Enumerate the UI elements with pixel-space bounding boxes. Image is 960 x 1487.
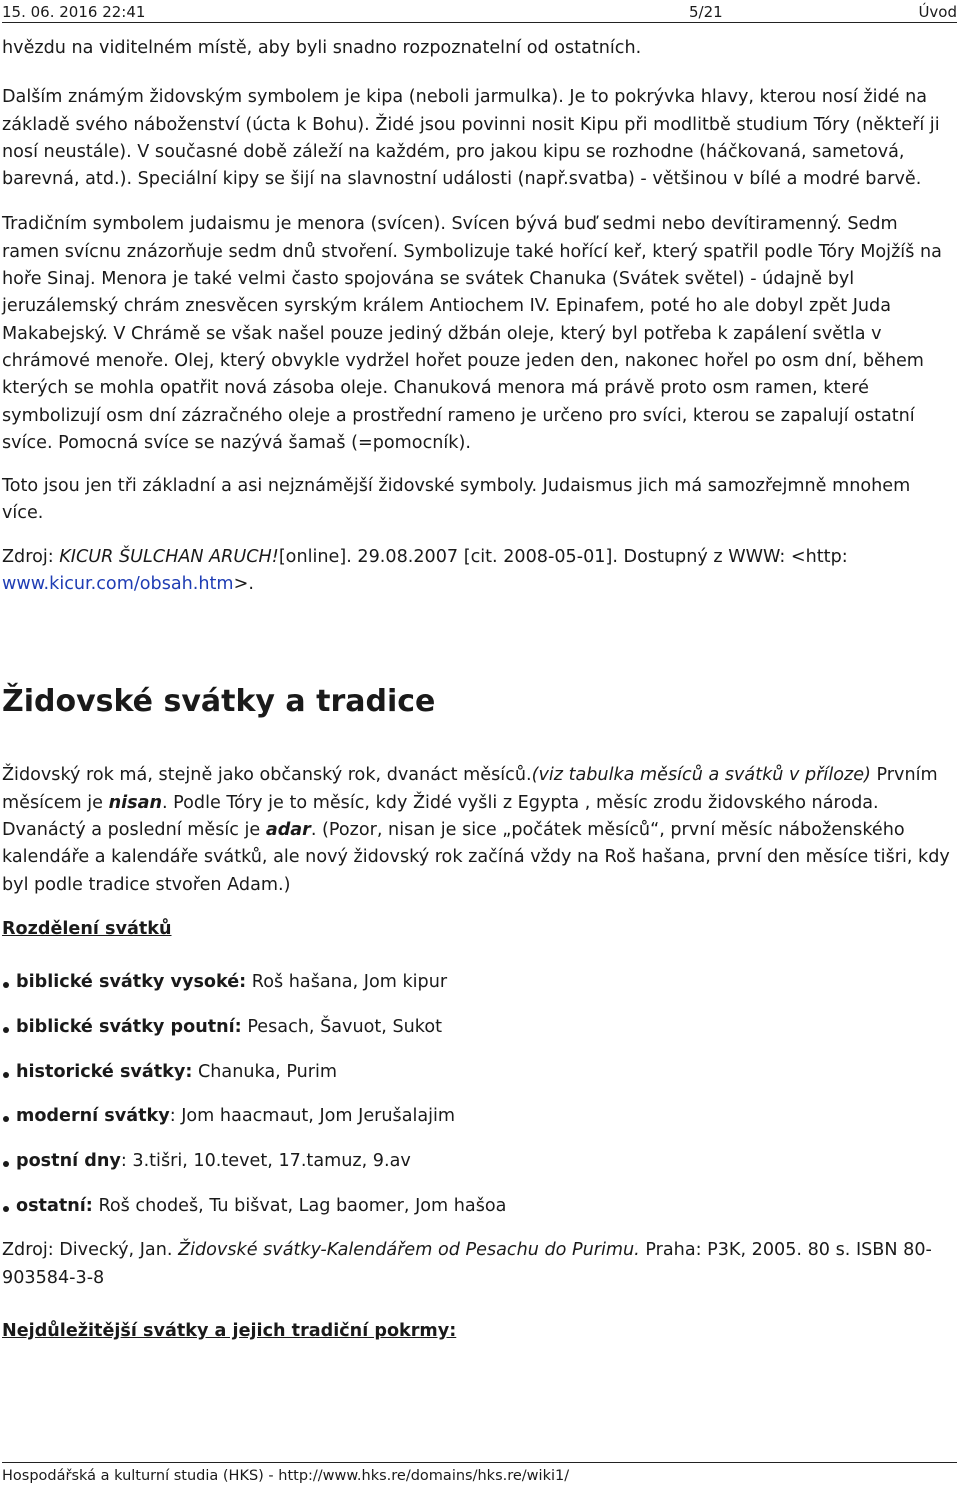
paragraph-continuation: hvězdu na viditelném místě, aby byli snadno rozpoznatelní od ostatních. [2, 38, 642, 58]
source-link[interactable]: www.kicur.com/obsah.htm [2, 574, 234, 595]
section-heading: Židovské svátky a tradice [2, 684, 436, 720]
source-citation-2: Zdroj: Divecký, Jan. Židovské svátky-Kalendářem od Pesachu do Purimu. Praha: P3K, 2005. 80 s. ISBN 80-903584-3-8 [2, 1240, 932, 1288]
print-date: 15. 06. 2016 22:41 [2, 3, 146, 21]
source-title: Židovské svátky-Kalendářem od Pesachu do Purimu. [178, 1240, 640, 1261]
subheading-tradicni-pokrmy: Nejdůležitější svátky a jejich tradiční pokrmy: [2, 1320, 457, 1341]
list-item: moderní svátky: Jom haacmaut, Jom Jerušalajim [16, 1103, 957, 1130]
page-header [2, 2, 957, 23]
paragraph-menora: Tradičním symbolem judaismu je menora (svícen). Svícen bývá buď sedmi nebo devítiramenný. Sedm ramen svícnu znázorňuje sedm dnů stvoření. Symbolizuje také hořící keř, který spatřil podle Tóry Mojžíš na hoře Sinaj. Menora je také velmi často spojována se svátek Chanuka (Svátek světel) - údajně byl jeruzálemský chrám znesvěcen syrským králem Antiochem IV. Epinafem, poté ho ale dobyl zpět Juda Makabejský. V Chrámě se však našel pouze jediný džbán oleje, který byl potřeba k zapálení světla v chrámové menoře. Olej, který obvykle vydržel hořet pouze jeden den, nakonec hořel po osm dní, během kterých se mohla opatřit nová zásoba oleje. Chanuková menora má právě proto osm ramen, které symbolizují osm dní zázračného oleje a prostřední rameno je určeno pro svíci, kterou se zapalují ostatní svíce. Pomocná svíce se nazývá šamaš (=pomocník). [2, 214, 942, 453]
paragraph-summary: Toto jsou jen tři základní a asi nejznámější židovské symboly. Judaismus jich má samozřejmně mnohem více. [2, 476, 911, 524]
source-citation-1: Zdroj: KICUR ŠULCHAN ARUCH![online]. 29.08.2007 [cit. 2008-05-01]. Dostupný z WWW: <http: www.kicur.com/obsah.htm>. [2, 546, 848, 595]
list-item: postní dny: 3.tišri, 10.tevet, 17.tamuz, 9.av [16, 1148, 957, 1175]
month-adar: adar [265, 819, 311, 840]
holiday-categories-list [2, 969, 957, 1220]
subheading-rozdeleni: Rozdělení svátků [2, 918, 172, 939]
paragraph-intro: Židovský rok má, stejně jako občanský rok, dvanáct měsíců.(viz tabulka měsíců a svátků v příloze) Prvním měsícem je nisan. Podle Tóry je to měsíc, kdy Židé vyšli z Egypta , měsíc zrodu židovského národa. Dvanáctý a poslední měsíc je adar. (Pozor, nisan je sice „počátek měsíců“, první měsíc náboženského kalendáře a kalendáře svátků, ale nový židovský rok začíná vždy na Roš hašana, první den měsíce tišri, kdy byl podle tradice stvořen Adam.) [2, 765, 950, 895]
page-footer: Hospodářská a kulturní studia (HKS) - http://www.hks.re/domains/hks.re/wiki1/ [2, 1462, 957, 1487]
article-content [2, 35, 957, 1371]
list-item: historické svátky: Chanuka, Purim [16, 1059, 957, 1086]
month-nisan: nisan [108, 792, 162, 813]
page-number: 5/21 [689, 3, 723, 21]
source-title: KICUR ŠULCHAN ARUCH! [59, 546, 279, 567]
section-name: Úvod [918, 3, 957, 21]
list-item: biblické svátky vysoké: Roš hašana, Jom kipur [16, 969, 957, 996]
list-item: ostatní: Roš chodeš, Tu bišvat, Lag baomer, Jom hašoa [16, 1193, 957, 1220]
list-item: biblické svátky poutní: Pesach, Šavuot, Sukot [16, 1014, 957, 1041]
paragraph-kipa: Dalším známým židovským symbolem je kipa (neboli jarmulka). Je to pokrývka hlavy, kterou nosí židé na základě svého náboženství (úcta k Bohu). Židé jsou povinni nosit Kipu při modlitbě studium Tóry (někteří ji nosí neustále). V současné době záleží na každém, pro jakou kipu se rozhodne (háčkovaná, sametová, barevná, atd.). Speciální kipy se šijí na slavnostní události (např.svatba) - většinou v bílé a modré barvě. [2, 87, 940, 190]
